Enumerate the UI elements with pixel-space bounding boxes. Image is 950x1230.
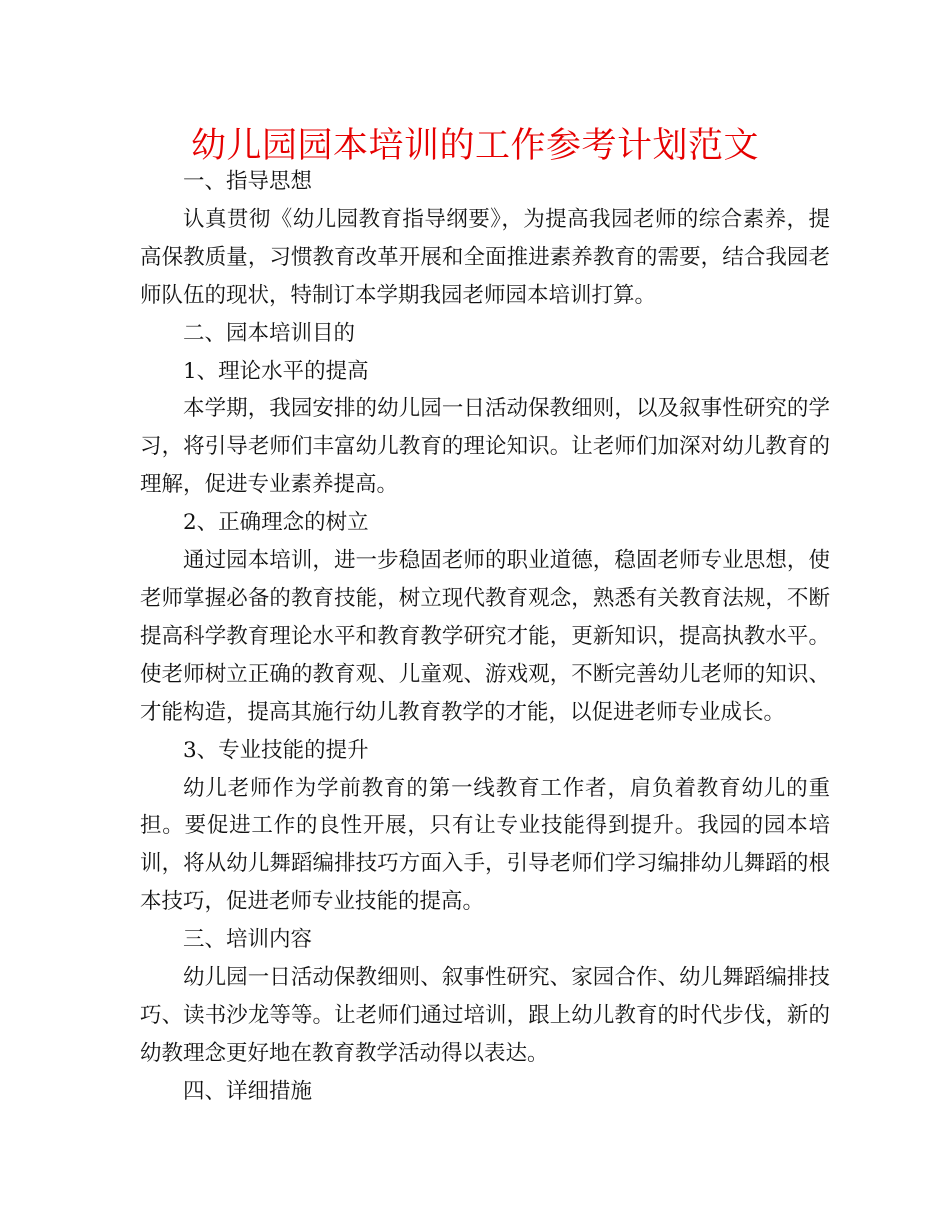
paragraph-guiding-ideology: 认真贯彻《幼儿园教育指导纲要》，为提高我园老师的综合素养，提高保教质量，习惯教育改革开展和全面推进素养教育的需要，结合我园老师队伍的现状，特制订本学期我园老师园本培训打算。	[140, 206, 830, 308]
document-body	[140, 163, 830, 1111]
paragraph-training-content: 幼儿园一日活动保教细则、叙事性研究、家园合作、幼儿舞蹈编排技巧、读书沙龙等等。让老师们通过培训，跟上幼儿教育的时代步伐，新的幼教理念更好地在教育教学活动得以表达。	[140, 965, 830, 1066]
paragraph-professional-skills: 幼儿老师作为学前教育的第一线教育工作者，肩负着教育幼儿的重担。要促进工作的良性开展，只有让专业技能得到提升。我园的园本培训，将从幼儿舞蹈编排技巧方面入手，引导老师们学习编排幼儿舞蹈的根本技巧，促进老师专业技能的提高。	[140, 775, 830, 915]
section-heading-training-goals: 二、园本培训目的	[183, 320, 356, 346]
subheading-professional-skills: 3、专业技能的提升	[183, 737, 369, 763]
subheading-theory-level: 1、理论水平的提高	[183, 358, 369, 384]
section-heading-guiding-ideology: 一、指导思想	[183, 169, 313, 194]
paragraph-theory-level: 本学期，我园安排的幼儿园一日活动保教细则，以及叙事性研究的学习，将引导老师们丰富幼儿教育的理论知识。让老师们加深对幼儿教育的理解，促进专业素养提高。	[140, 396, 830, 498]
document-title: 幼儿园园本培训的工作参考计划范文	[190, 126, 759, 166]
paragraph-correct-concepts: 通过园本培训，进一步稳固老师的职业道德，稳固老师专业思想，使老师掌握必备的教育技能，树立现代教育观念，熟悉有关教育法规，不断提高科学教育理论水平和教育教学研究才能，更新知识，提高执教水平。使老师树立正确的教育观、儿童观、游戏观，不断完善幼儿老师的知识、才能构造，提高其施行幼儿教育教学的才能，以促进老师专业成长。	[140, 548, 830, 725]
section-heading-detailed-measures: 四、详细措施	[183, 1078, 313, 1104]
section-heading-training-content: 三、培训内容	[183, 927, 313, 953]
subheading-correct-concepts: 2、正确理念的树立	[183, 510, 369, 536]
